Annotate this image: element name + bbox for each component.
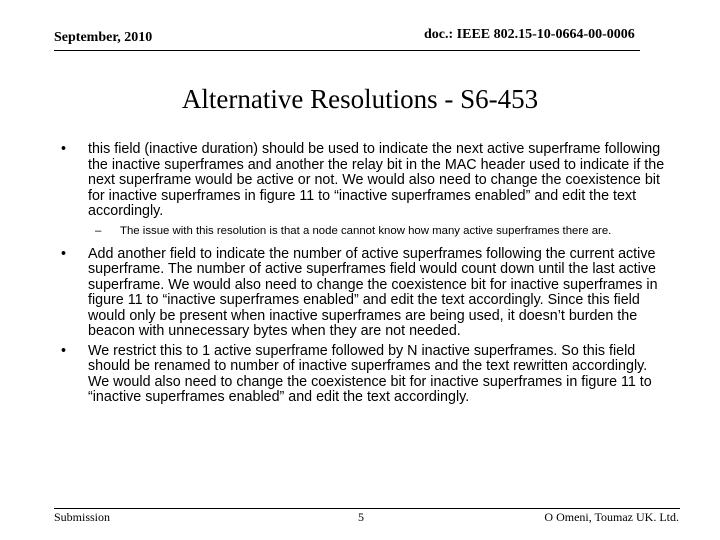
bullet-item-3: [58, 344, 668, 406]
footer-author: O Omeni, Toumaz UK. Ltd.: [544, 510, 679, 524]
sub-bullet-marker: –: [95, 224, 102, 237]
bullet-marker: •: [61, 342, 67, 359]
header-doc-id: doc.: IEEE 802.15-10-0664-00-0006: [424, 27, 635, 42]
bullet-list: [58, 142, 668, 406]
footer-divider: [54, 508, 680, 509]
slide-title: Alternative Resolutions - S6-453: [181, 84, 539, 114]
header-date: September, 2010: [54, 30, 153, 45]
sub-bullet-item-1: [58, 225, 668, 238]
footer-submission: Submission: [54, 510, 111, 524]
bullet-item-2: [58, 247, 668, 340]
sub-bullet-text: The issue with this resolution is that a node cannot know how many active superframes there are.: [120, 224, 612, 237]
bullet-item-1: [58, 142, 668, 220]
header-divider: [54, 50, 640, 51]
bullet-marker: •: [61, 245, 67, 262]
bullet-text: this field (inactive duration) should be used to indicate the next active superframe following the inactive superframes and another the relay bit in the MAC header used to indicate if the next superframe would be active or not. We would also need to change the coexistence bit for inactive superframes in figure 11 to “inactive superframes enabled” and edit the text accordingly.: [88, 141, 665, 219]
bullet-marker: •: [61, 141, 67, 157]
bullet-text: We restrict this to 1 active superframe followed by N inactive superframes. So this field should be renamed to number of inactive superframes and the text rewritten accordingly. We would also need to change the coexistence bit for inactive superframes in figure 11 to “inactive superframes enabled” and edit the text accordingly.: [88, 342, 652, 405]
bullet-text: Add another field to indicate the number of active superframes following the current active superframe. The number of active superframes field would count down until the last active superframe. We would also need to change the coexistence bit for inactive superframes in figure 11 to “inactive superframes enabled” and edit the text accordingly. Since this field would only be present when inactive superframes are being used, it doesn’t burden the beacon with unnecessary bytes when they are not needed.: [88, 245, 658, 339]
footer-page-number: 5: [358, 510, 364, 524]
